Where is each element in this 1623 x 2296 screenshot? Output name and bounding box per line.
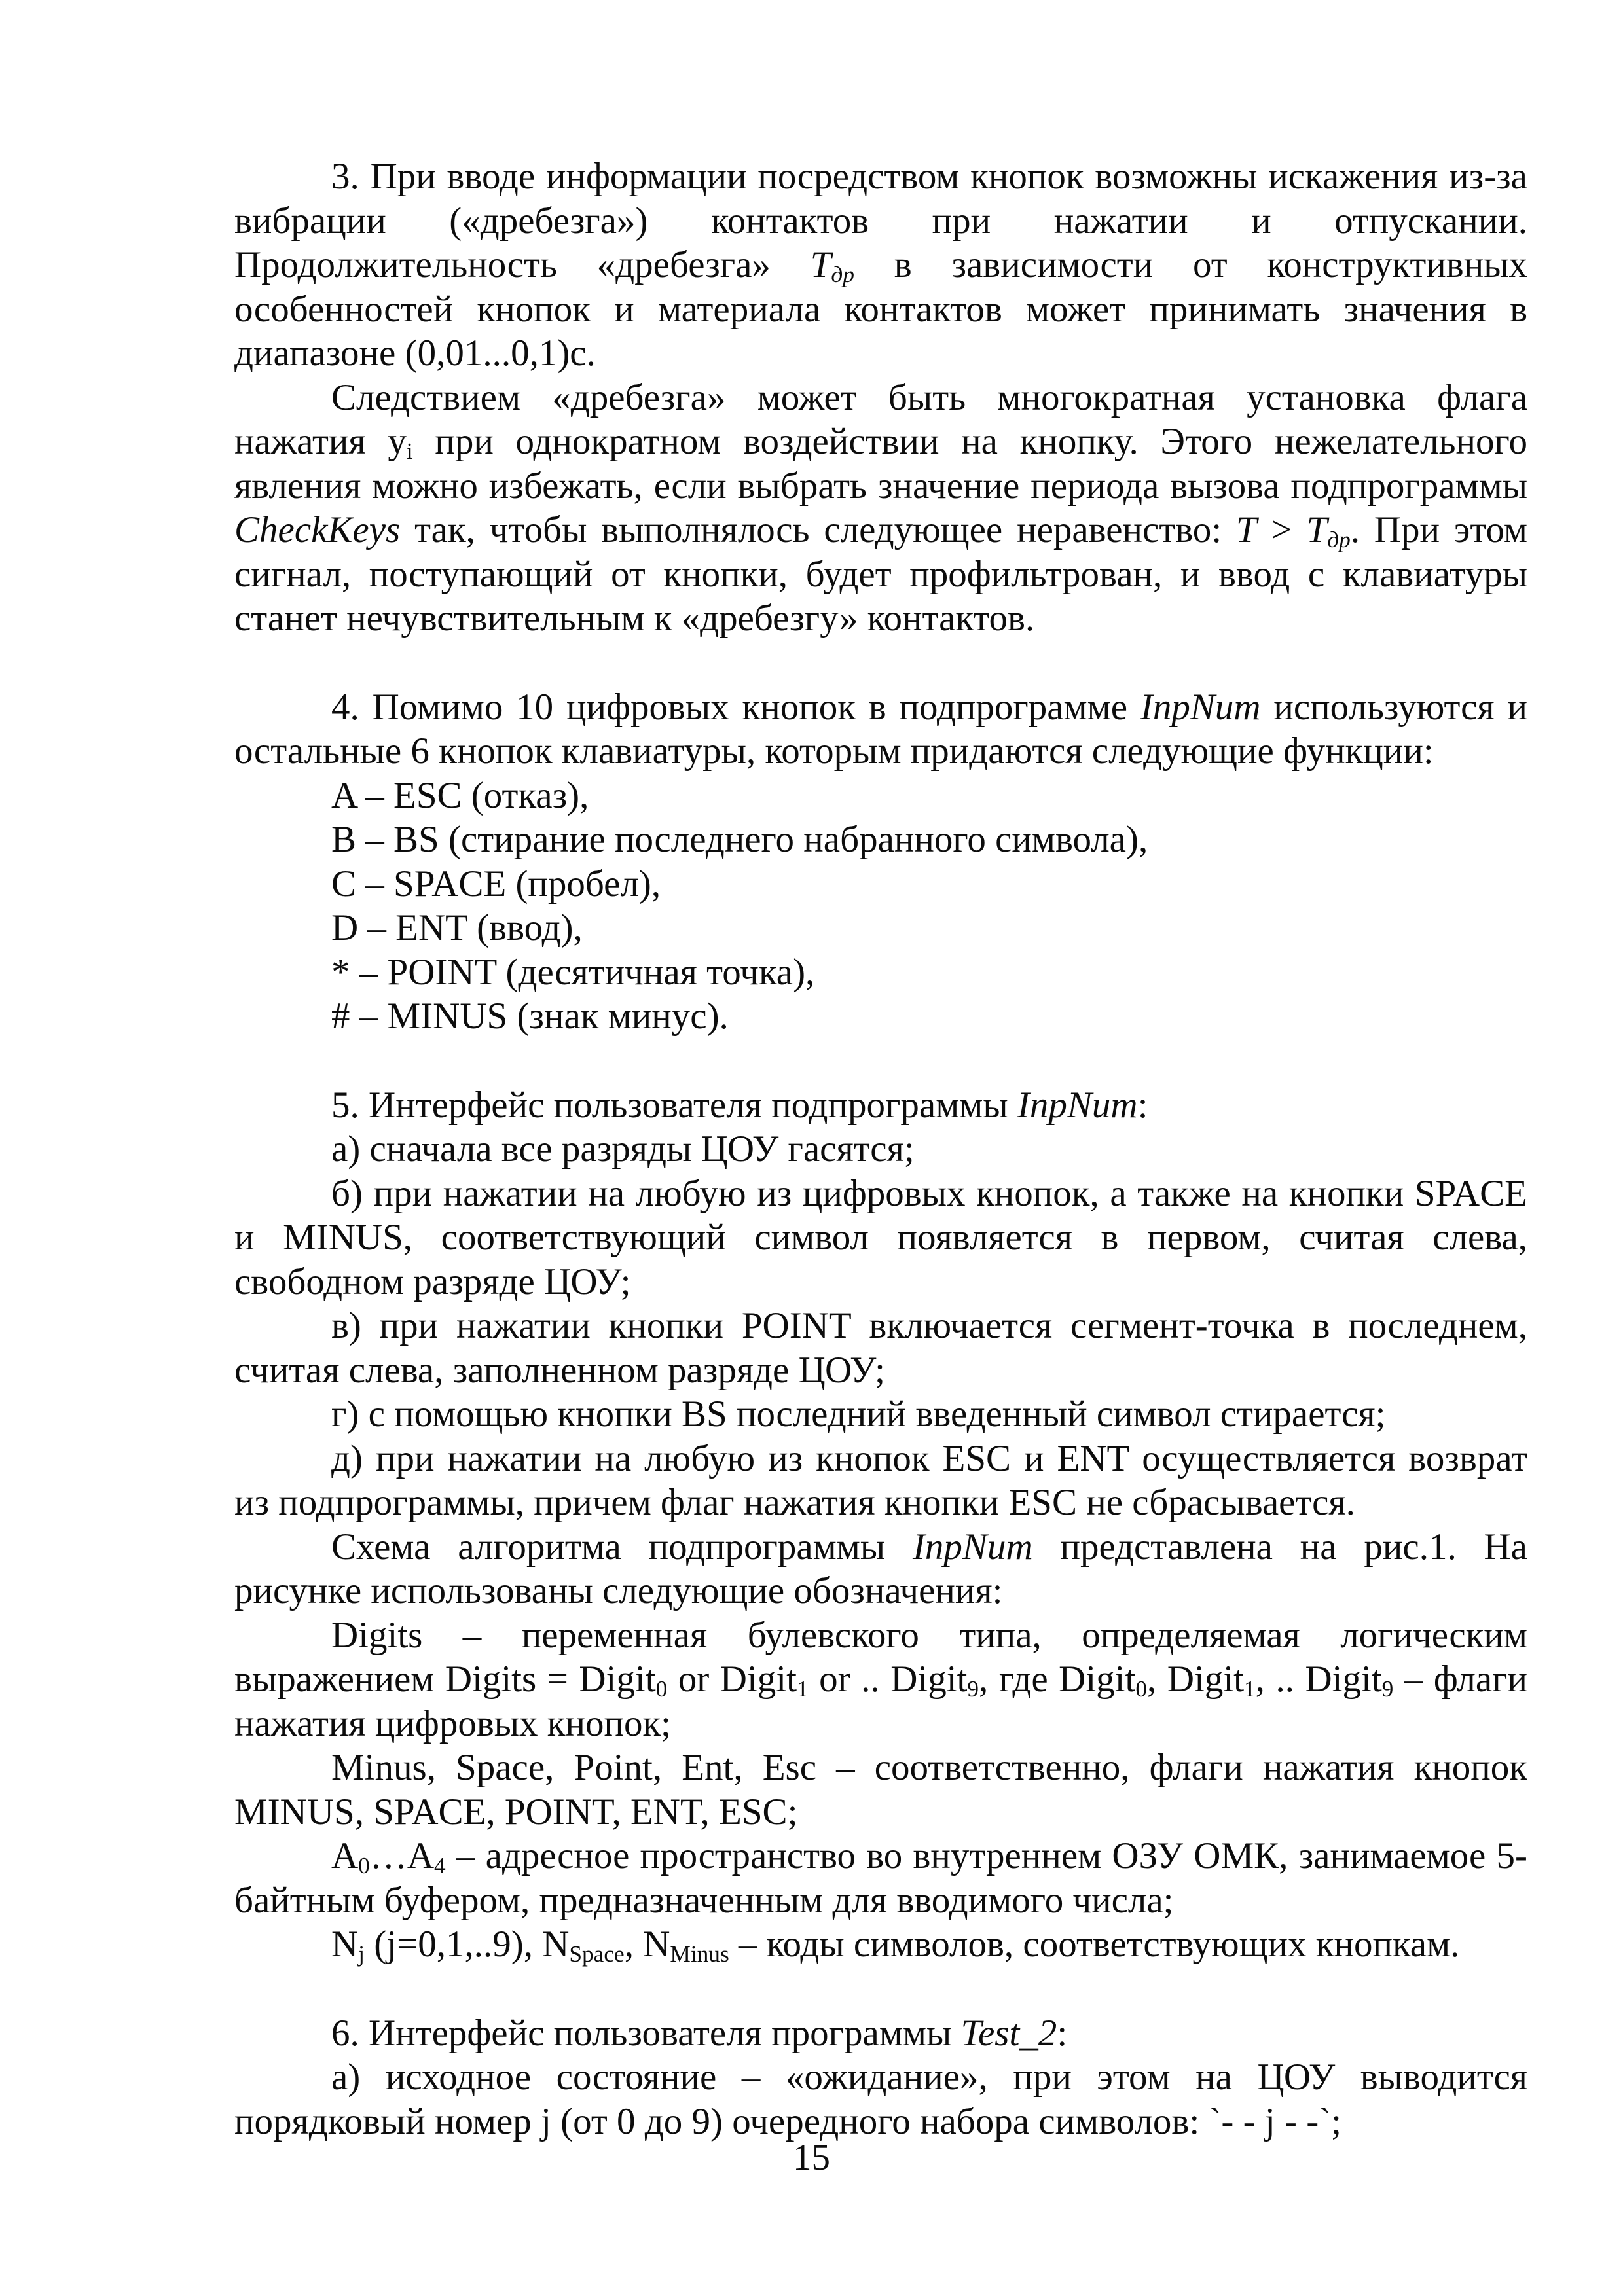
text: при однократном воздействии на кнопку. Этого нежелательного явления можно избежать, если выбрать значение периода вызова подпрограммы xyxy=(234,421,1527,507)
subscript: Space xyxy=(569,1941,625,1967)
codes-definition xyxy=(234,1922,1527,1967)
text: Digits – переменная булевского типа, определяемая логическим выражением Digits = Digit xyxy=(234,1614,1527,1700)
key-item: # – MINUS (знак минус). xyxy=(331,996,729,1037)
text: …A xyxy=(369,1835,435,1876)
key-item: D – ENT (ввод), xyxy=(331,907,583,948)
address-definition xyxy=(234,1834,1527,1922)
subscript: 9 xyxy=(1381,1676,1394,1702)
inpnum-name: InpNum xyxy=(1140,686,1261,728)
paragraph-4 xyxy=(234,685,1527,774)
checkkeys-name: CheckKeys xyxy=(234,509,401,550)
text: 5. Интерфейс пользователя подпрограммы xyxy=(331,1084,1017,1126)
subscript: j xyxy=(358,1941,365,1967)
paragraph-3 xyxy=(234,154,1527,376)
scheme-paragraph xyxy=(234,1525,1527,1613)
digits-definition xyxy=(234,1613,1527,1746)
text: , .. Digit xyxy=(1255,1659,1382,1700)
text: or Digit xyxy=(667,1659,797,1700)
list-item: а) исходное состояние – «ожидание», при этом на ЦОУ выводится порядковый номер j (от 0 до 9) очередного набора символов: `- - j - -`; xyxy=(234,2056,1527,2142)
text: : xyxy=(1137,1084,1148,1126)
inpnum-name: InpNum xyxy=(912,1526,1033,1568)
text: – коды символов, соответствующих кнопкам. xyxy=(729,1924,1460,1965)
text: , где Digit xyxy=(979,1659,1136,1700)
text: or .. Digit xyxy=(808,1659,968,1700)
list-item: б) при нажатии на любую из цифровых кнопок, а также на кнопки SPACE и MINUS, соответствующий символ появляется в первом, считая слева, свободном разряде ЦОУ; xyxy=(234,1172,1527,1302)
t-bounce-symbol xyxy=(811,244,854,285)
text: 4. Помимо 10 цифровых кнопок в подпрограмме xyxy=(331,686,1140,728)
subscript: Minus xyxy=(670,1941,729,1967)
test2-name: Test_2 xyxy=(960,2012,1057,2054)
key-item: C – SPACE (пробел), xyxy=(331,863,661,905)
text: : xyxy=(1057,2012,1068,2054)
subscript: 0 xyxy=(1135,1676,1148,1702)
subscript: 0 xyxy=(655,1676,668,1702)
text: – адресное пространство во внутреннем ОЗУ ОМК, занимаемое 5-байтным буфером, предназначенным для вводимого числа; xyxy=(234,1835,1527,1921)
page-number: 15 xyxy=(793,2137,830,2178)
text: 6. Интерфейс пользователя программы xyxy=(331,2012,961,2054)
paragraph-3b xyxy=(234,376,1527,641)
subscript: 9 xyxy=(967,1676,979,1702)
text: Следствием «дребезга» может быть многократная установка флага нажатия y xyxy=(234,376,1527,462)
text: . При этом сигнал, поступающий от кнопки, будет профильтрован, и ввод с клавиатуры станет нечувствительным к «дребезгу» контактов. xyxy=(234,509,1527,639)
t-letter: T xyxy=(1306,509,1328,550)
key-item: * – POINT (десятичная точка), xyxy=(331,951,815,993)
t-subscript: др xyxy=(831,261,854,287)
subscript: 1 xyxy=(796,1676,809,1702)
text: – флаги нажатия цифровых кнопок; xyxy=(234,1659,1528,1744)
t-letter: T xyxy=(810,244,831,285)
inpnum-name: InpNum xyxy=(1017,1084,1138,1126)
y-subscript: i xyxy=(406,438,413,464)
t-subscript: др xyxy=(1327,526,1351,552)
key-item: B – BS (стирание последнего набранного символа), xyxy=(331,819,1148,860)
text: используются и остальные 6 кнопок клавиатуры, которым придаются следующие функции: xyxy=(234,686,1527,772)
text: представлена на рис.1. На рисунке использованы следующие обозначения: xyxy=(234,1526,1527,1611)
text: , N xyxy=(624,1924,670,1965)
subscript: 0 xyxy=(358,1852,370,1878)
paragraph-5 xyxy=(234,1083,1527,1128)
list-item: а) сначала все разряды ЦОУ гасятся; xyxy=(331,1128,915,1170)
page-body xyxy=(234,154,1527,2144)
t-letter: T xyxy=(1235,509,1257,550)
list-item: г) с помощью кнопки BS последний введенный символ стирается; xyxy=(331,1393,1386,1435)
list-item: д) при нажатии на любую из кнопок ESC и ENT осуществляется возврат из подпрограммы, причем флаг нажатия кнопки ESC не сбрасывается. xyxy=(234,1437,1527,1523)
paragraph-6 xyxy=(234,2011,1527,2056)
text: в зависимости от конструктивных особенностей кнопок и материала контактов может принимать значения в диапазоне (0,01...0,1)с. xyxy=(234,244,1527,374)
text: 3. При вводе информации посредством кнопок возможны искажения из-за вибрации («дребезга») контактов при нажатии и отпускании. Продолжительность «дребезга» xyxy=(234,156,1527,285)
text: (j=0,1,..9), N xyxy=(365,1924,570,1965)
text: Схема алгоритма подпрограммы xyxy=(331,1526,913,1568)
subscript: 1 xyxy=(1244,1676,1256,1702)
text: A xyxy=(331,1835,359,1876)
inequality xyxy=(1236,509,1351,550)
key-item: A – ESC (отказ), xyxy=(331,774,589,816)
text: так, чтобы выполнялось следующее неравенство: xyxy=(400,509,1236,550)
gt-sign: > xyxy=(1256,509,1307,550)
text: N xyxy=(331,1924,359,1965)
text: , Digit xyxy=(1147,1659,1244,1700)
flags-definition: Minus, Space, Point, Ent, Esc – соответственно, флаги нажатия кнопок MINUS, SPACE, POINT, ENT, ESC; xyxy=(234,1747,1527,1833)
list-item: в) при нажатии кнопки POINT включается сегмент-точка в последнем, считая слева, заполненном разряде ЦОУ; xyxy=(234,1305,1527,1391)
subscript: 4 xyxy=(434,1852,446,1878)
